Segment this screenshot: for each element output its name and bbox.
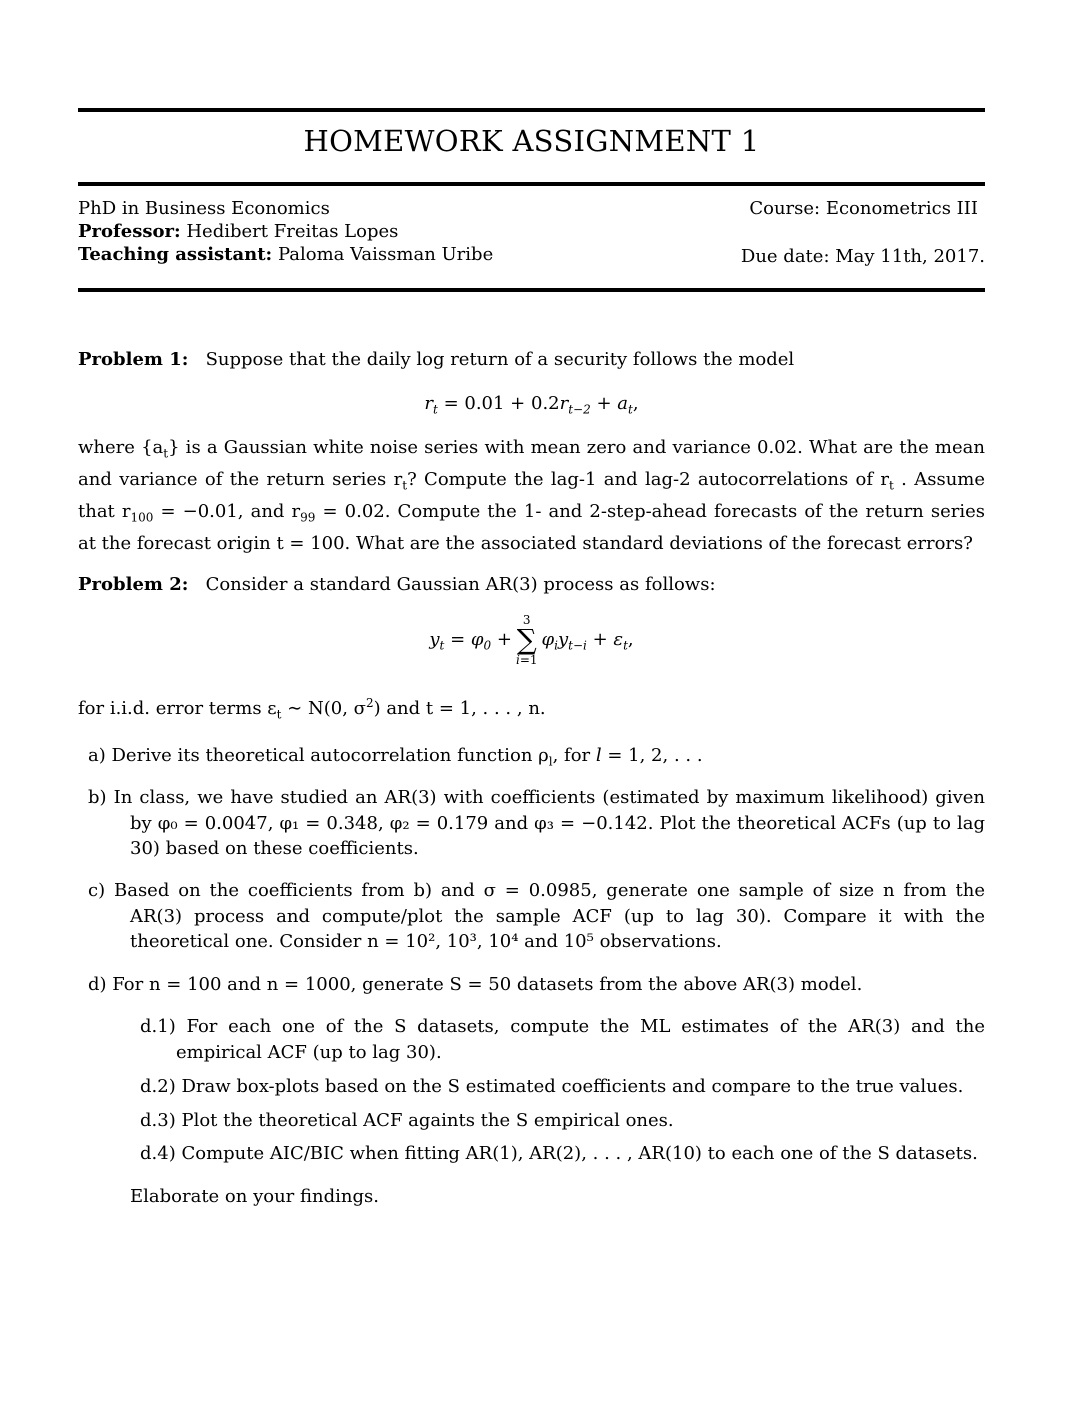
problem2-equation: $y_t = \varphi_0$ + 3 ∑ i=1 $\varphi_iy_{t-i} + \varepsilon_t$,	[429, 613, 634, 667]
item-text: Based on the coefficients from b) and σ = 0.0985, generate one sample of size n from the AR(3) process and compute/plot the sample ACF (up to lag 30). Compare it with the theoretical one. Consider n = 10², 10³, 10⁴ and 10⁵ observations.	[113, 880, 985, 952]
problem2-after-eq: for i.i.d. error terms $\varepsilon_t$ ∼ N(0, $\sigma^2$) and t = 1, . . . , n.	[78, 696, 546, 722]
item-text: In class, we have studied an AR(3) with coefficients (estimated by maximum likelihood) given by φ₀ = 0.0047, φ₁ = 0.348, φ₂ = 0.179 and φ₃ = −0.142. Plot the theoretical ACFs (up to lag 30) based on these coefficients.	[113, 787, 986, 859]
p2-after-a: for i.i.d. error terms ε	[78, 698, 277, 719]
program-name: PhD in Business Economics	[78, 198, 330, 219]
sub-list-item	[140, 1074, 985, 1100]
header-rule	[78, 288, 985, 292]
sub-list-item	[140, 1108, 985, 1134]
subitem-text: Compute AIC/BIC when fitting AR(1), AR(2), . . . , AR(10) to each one of the S datasets.	[181, 1143, 978, 1164]
subitem-label: d.1)	[140, 1016, 176, 1037]
p1-text-a: where {a	[78, 437, 164, 458]
item-label: b)	[88, 787, 107, 808]
problem2-intro-text: Consider a standard Gaussian AR(3) process as follows:	[205, 574, 716, 595]
item-label: d)	[88, 974, 107, 995]
subitem-label: d.2)	[140, 1076, 176, 1097]
title-rule	[78, 182, 985, 186]
summation-symbol: 3 ∑ i=1	[515, 613, 538, 667]
item-text: For n = 100 and n = 1000, generate S = 50 datasets from the above AR(3) model.	[112, 974, 863, 995]
problem1-label: Problem 1:	[78, 349, 189, 370]
problem1-body: where $\{a_t\}$ is a Gaussian white noise series with mean zero and variance 0.02. What are the mean and variance of the return series $r_t$? Compute the lag-1 and lag-2 autocorrelations of $r_t$ . Assume that $r_{100} = -0.01$, and $r_{99} = 0.02$. Compute the 1- and 2-step-ahead forecasts of the return series at the forecast origin t = 100. What are the associated standard deviations of the forecast errors?	[78, 437, 986, 555]
sub-list-item	[140, 1141, 985, 1167]
subitem-label: d.3)	[140, 1110, 176, 1131]
sub-list-item	[140, 1014, 985, 1065]
closing-text: Elaborate on your findings.	[130, 1186, 379, 1207]
list-item: a) Derive its theoretical autocorrelation function $\rho_l$, for l = 1, 2, . . .	[88, 745, 703, 769]
ta-name: Paloma Vaissman Uribe	[277, 244, 494, 265]
page-title: HOMEWORK ASSIGNMENT 1	[303, 124, 760, 158]
course-name: Course: Econometrics III	[749, 198, 978, 219]
problem2-intro	[78, 572, 985, 598]
list-item	[88, 878, 985, 955]
p2-after-b: ∼ N(0, σ	[281, 698, 366, 719]
ta-line	[78, 243, 493, 266]
problem1-intro-text: Suppose that the daily log return of a security follows the model	[205, 349, 795, 370]
subitem-label: d.4)	[140, 1143, 176, 1164]
p1-text-b: } is a Gaussian white noise series with mean zero and variance 0.02. What are the mean and variance of the return series r	[78, 437, 985, 491]
p1-text-d: . Assume that r	[78, 469, 986, 523]
subitem-text: Plot the theoretical ACF againts the S empirical ones.	[181, 1110, 674, 1131]
header-info	[78, 197, 493, 266]
problem2-label: Problem 2:	[78, 574, 189, 595]
list-item	[88, 972, 985, 998]
p1-text-c: ? Compute the lag-1 and lag-2 autocorrelations of r	[407, 469, 889, 491]
item-label: a)	[88, 745, 106, 766]
list-item	[88, 785, 985, 862]
p1-text-e: = −0.01, and r	[153, 501, 301, 523]
p1-text-f: = 0.02. Compute the 1- and 2-step-ahead forecasts of the return series at the forecast origin t = 100. What are the associated standard deviations of the forecast errors?	[78, 501, 985, 555]
problem1-equation: $r_t = 0.01 + 0.2r_{t-2} + a_t$,	[424, 393, 639, 417]
top-rule	[78, 108, 985, 112]
subitem-text: Draw box-plots based on the S estimated coefficients and compare to the true values.	[181, 1076, 964, 1097]
problem1-intro	[78, 347, 985, 373]
subitem-text: For each one of the S datasets, compute the ML estimates of the AR(3) and the empirical ACF (up to lag 30).	[176, 1016, 985, 1063]
item-text: Derive its theoretical autocorrelation function ρ	[111, 745, 549, 766]
p2-after-c: ) and t = 1, . . . , n.	[373, 698, 546, 719]
item-label: c)	[88, 880, 106, 901]
professor-name: Hedibert Freitas Lopes	[186, 221, 399, 242]
professor-label: Professor:	[78, 221, 181, 242]
professor-line	[78, 220, 493, 243]
due-date: Due date: May 11th, 2017.	[740, 246, 985, 267]
ta-label: Teaching assistant:	[78, 244, 273, 265]
